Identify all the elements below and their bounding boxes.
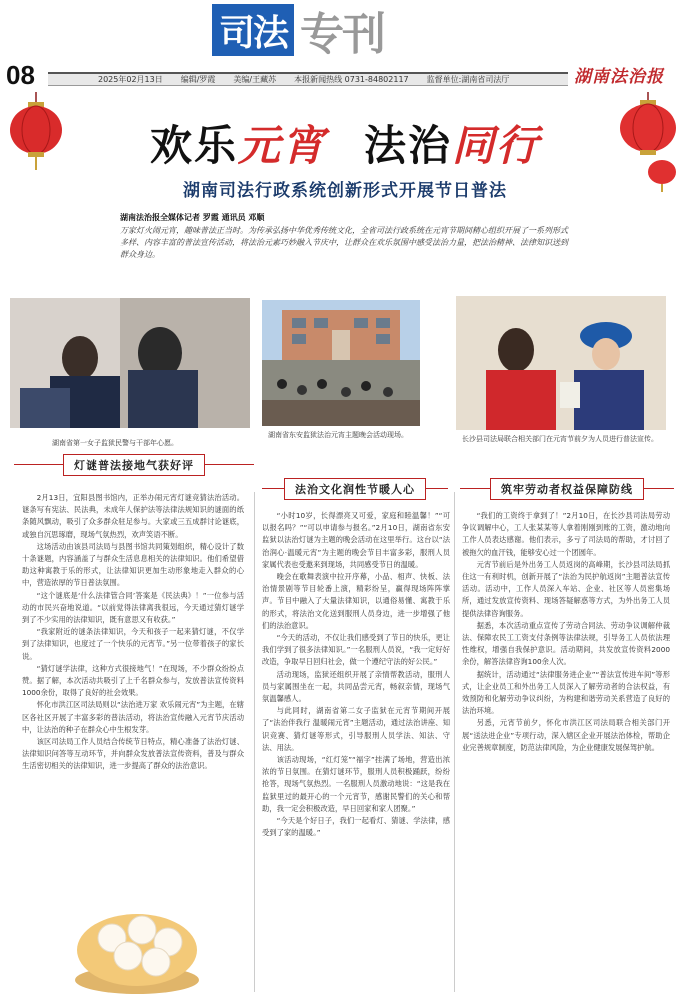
paragraph: 这场活动由该县司法局与县图书馆共同策划组织，精心设计了数十条谜题，内容涵盖了与群众生活息息相关的法律知识。他们希望借助这种寓教于乐的形式，让法律知识更加生动形象地走入群众的心中，营造浓厚的节日普法氛围。 [22, 541, 244, 588]
headline-part3: 法治 [364, 121, 453, 170]
paragraph: “小时10岁，长得漂亮又可爱，家庭和睦温馨！”“可以报名吗？”“可以申请参与报名。”2月10日，湖南省东安监狱以法治灯谜为主题的晚会活动在这里举行。这台以“法治润心·温暖元宵”为主题的晚会节目丰富多彩，服刑人员家属代表也受邀来到现场，共同感受节日的温暖。 [262, 511, 450, 569]
brand-logo: 湖南法治报 [574, 67, 664, 87]
info-bar [48, 72, 568, 86]
paragraph: 该活动现场，“红灯笼”“福字”挂满了场地，营造出浓浓的节日氛围。在猜灯谜环节，服刑人员积极踊跃，纷纷抢答，现场气氛热烈。一名服刑人员激动地说：“这是我在监狱里过的最开心的一个元宵节，感谢民警们的关心和帮助，我一定会积极改造，早日回家和家人团聚。” [262, 755, 450, 813]
section-title: 灯谜普法接地气获好评 [63, 454, 205, 476]
paragraph: “今天是个好日子，我们一起看灯、猜谜、学法律，感受到了家的温暖。” [262, 816, 450, 838]
paragraph: 元宵节前后是外出务工人员返岗的高峰期，长沙县司法局抓住这一有利时机，创新开展了“法治为民护航返岗”主题普法宣传活动。活动中，工作人员深入车站、企业、社区等人员密集场所，通过发放宣传资料、现场答疑解惑等方式，为外出务工人员提供法律咨询服务。 [462, 559, 670, 618]
column-divider [454, 492, 455, 992]
column-3 [462, 510, 670, 990]
paragraph: “我们的工资终于拿到了！”2月10日，在长沙县司法局劳动争议调解中心，工人张某某等人拿着刚刚到账的工资，激动地向工作人员表达感谢。他们表示，多亏了司法局的帮助，才讨回了被拖欠的血汗钱，能够安心过一个团圆年。 [462, 511, 670, 557]
sub-headline: 湖南司法行政系统创新形式开展节日普法 [183, 181, 507, 201]
news-hotline: 本报新闻热线 0731-84802117 [294, 75, 409, 84]
headline-part1: 欢乐 [149, 121, 238, 170]
photo-caption: 长沙县司法局联合相关部门在元宵节前夕为人员进行普法宣传。 [462, 435, 658, 443]
main-headline [140, 108, 550, 178]
headline-part4: 同行 [452, 121, 541, 170]
photo-police-visit [10, 298, 250, 428]
paragraph: “猜灯谜学法律，这种方式很接地气！”在现场，不少群众纷纷点赞。据了解，本次活动共吸引了上千名群众参与，发放普法宣传资料1000余份，取得了良好的社会效果。 [22, 663, 244, 698]
paragraph: 2月13日，宜阳县图书馆内，正举办闹元宵灯谜竞猜法治活动。谜条写有宪法、民法典，未成年人保护法等法律法规知识的谜面的纸条随风飘动，吸引了众多群众驻足参与。大家或三五成群讨论谜底，或独自沉思琢磨，现场气氛热烈，欢声笑语不断。 [22, 493, 244, 539]
issue-date: 2025年02月13日 [98, 75, 163, 84]
photo-gala-scene [262, 300, 420, 426]
paragraph: 该区司法局工作人员结合传统节日特点，精心准备了法治灯谜、法律知识问答等互动环节，并向群众发放普法宣传资料，普及与群众生活密切相关的法律知识，进一步提高了群众的法治意识。 [22, 737, 244, 771]
paragraph: 晚会在歌舞表演中拉开序幕，小品、相声、快板、法治情景剧等节目轮番上演，精彩纷呈，赢得现场阵阵掌声。节目中融入了大量法律知识，以通俗易懂、寓教于乐的形式，将法治文化送到服刑人员身边，进一步增强了他们的法治意识。 [262, 572, 450, 630]
section-head-1 [14, 454, 254, 476]
lantern-icon [8, 92, 64, 170]
paragraph: 与此同时，湖南省第二女子监狱在元宵节期间开展了“法治伴我行 温暖闹元宵”主题活动，通过法治讲座、知识竞赛、猜灯谜等形式，引导服刑人员学法、知法、守法、用法。 [262, 706, 450, 752]
section-title: 法治文化润性节暖人心 [284, 478, 426, 500]
paragraph: “我家附近的谜条法律知识，今天和孩子一起来猜灯谜，不仅学到了法律知识，也度过了一个快乐的元宵节。”另一位带着孩子的家长说。 [22, 627, 244, 661]
photo-legal-publicity [456, 296, 666, 430]
photo-caption: 湖南省东安监狱法治元宵主题晚会活动现场。 [268, 431, 408, 439]
paragraph: “这个谜底是‘什么法律管合同’答案是《民法典》！”一位参与活动的市民兴奋地说道。“以前觉得法律离我很远，今天通过猜灯谜学到了不少实用的法律知识，既有意思又有收获。” [22, 590, 244, 625]
section-head-2 [262, 478, 448, 500]
column-1 [22, 492, 244, 882]
photo-caption: 湖南省第一女子监狱民警与干部年心愿。 [52, 439, 178, 447]
editor-credit: 编辑/罗霞 [180, 75, 216, 84]
paragraph: 据统计，活动通过“法律服务进企业”“普法宣传进车间”等形式，让企业员工和外出务工人员深入了解劳动者的合法权益，有效预防和化解劳动争议纠纷，为构建和谐劳动关系营造了良好的法治环境。 [462, 669, 670, 716]
designer-credit: 美编/王藏苏 [233, 75, 277, 84]
paragraph: “今天的活动，不仅让我们感受到了节日的快乐，更让我们学到了很多法律知识。”一名服刑人员说，“我一定好好改造，争取早日回归社会，做一个遵纪守法的好公民。” [262, 633, 450, 667]
tangyuan-bowl-icon [72, 890, 202, 994]
paragraph: 活动现场，监狱还组织开展了亲情帮教活动，服刑人员与家属围坐在一起，共同品尝元宵，畅叙亲情，现场气氛温馨感人。 [262, 669, 450, 704]
masthead-box-text: 司法 [212, 4, 294, 56]
masthead [0, 0, 682, 70]
paragraph: 据悉，本次活动重点宣传了劳动合同法、劳动争议调解仲裁法、保障农民工工资支付条例等法律法规，引导务工人员依法理性维权，增强自我保护意识。活动期间，共发放宣传资料2000余份，解答法律咨询100余人次。 [462, 620, 670, 667]
section-head-3 [460, 478, 674, 500]
page-number: 08 [6, 60, 35, 90]
paragraph: 另悉，元宵节前夕，怀化市洪江区司法局联合相关部门开展“送法进企业”专项行动，深入辖区企业开展法治体检，帮助企业完善规章制度，防范法律风险，为企业健康发展保驾护航。 [462, 718, 670, 752]
supervisor-unit: 监督单位:湖南省司法厅 [426, 75, 510, 84]
section-title: 筑牢劳动者权益保障防线 [490, 478, 644, 500]
lantern-icon [618, 92, 678, 192]
byline: 湖南法治报全媒体记者 罗霞 通讯员 邓顺 [120, 213, 265, 222]
lead-paragraph: 万家灯火闹元宵，趣味普法正当时。为传承弘扬中华优秀传统文化，全省司法行政系统在元宵节期间精心组织开展了一系列形式多样、内容丰富的普法宣传活动，将法治元素巧妙融入节庆中，让群众在欢乐氛围中感受法治力量，把法治精神、法律知识送到群众身边。 [120, 226, 568, 259]
column-divider [254, 492, 255, 992]
paragraph: 怀化市洪江区司法局则以“法治进万家 欢乐闹元宵”为主题，在辖区各社区开展了丰富多彩的普法活动，将法治宣传融入元宵节庆活动中，让法治的种子在群众心中生根发芽。 [22, 700, 244, 734]
masthead-rest-text: 专刊 [300, 9, 384, 60]
masthead-title [212, 4, 474, 60]
headline-part2: 元宵 [237, 121, 326, 170]
column-2 [262, 510, 450, 990]
